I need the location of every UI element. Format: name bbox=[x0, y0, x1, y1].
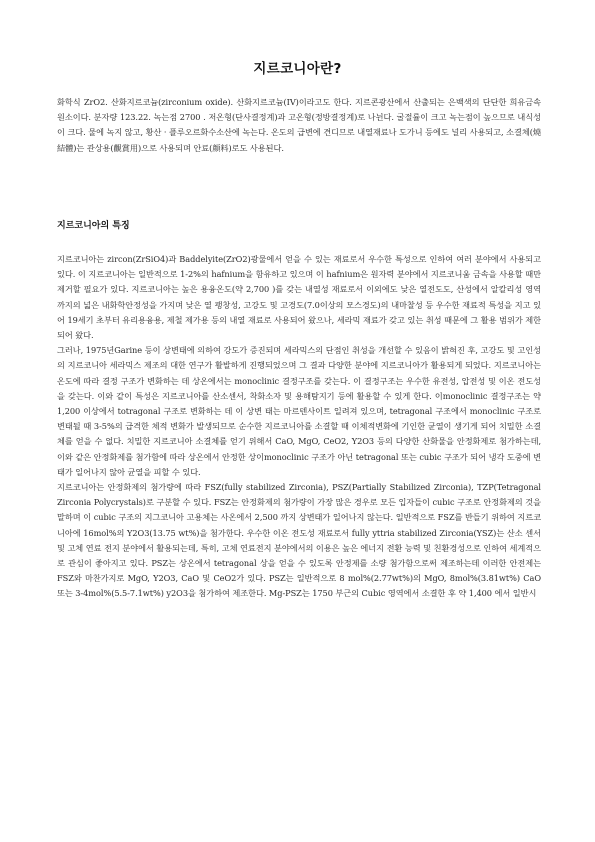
page-title: 지르코니아란? bbox=[253, 61, 342, 77]
section-body bbox=[57, 252, 541, 602]
intro-paragraph: 화학식 ZrO2. 산화지르코늄(zirconium oxide). 산화지르코늄(IV)이라고도 한다. 지르콘광산에서 산출되는 은백색의 단단한 희유금속 원소이다. 분자량 123.22. 녹는점 2700 . 저온형(단사결정계)과 고온형(정방결정계)로 나뉜다. 굴절률이 크고 녹는점이 높으므로 내식성이 크다. 물에 녹지 않고, 황산 · 플루오르화수소산에 녹는다. 온도의 급변에 견디므로 내열재료나 도가니 등에도 널리 사용되고, 소결체(燒結體)는 관상용(觀賞用)으로 사용되며 안료(顔料)로도 사용된다. bbox=[57, 97, 541, 153]
body-paragraph-2: 그러나, 1975년Garine 등이 상변태에 의하여 강도가 증진되며 세라믹스의 단점인 취성을 개선할 수 있음이 밝혀진 후, 고강도 및 고인성의 지르코니아 세라믹스 제조의 대한 연구가 활발하게 진행되었으며 그 결과 다양한 분야에 지르코니아가 활용되게 되었다. 지르코니아는 온도에 따라 결정 구조가 변화하는 데 상온에서는 monoclinic 결정구조를 갖는다. 이 결정구조는 우수한 유전성, 압전성 및 이온 전도성을 갖는다. 이와 같이 특성은 지르코니아를 산소센서, 착화소자 및 용해탐지기 등에 활용할 수 있게 한다. 이monoclinic 결정구조는 약 1,200 이상에서 totragonal 구조로 변화하는 데 이 상변 태는 마르텐사이트 일려져 있으며, tetragonal 구조에서 monoclinic 구조로 변태될 때 3-5%의 급격한 체적 변화가 발생되므로 순수한 지르코니아를 소결할 때 이체적변화에 기인한 균열이 생기게 되어 치밀한 소결체를 얻을 수 없다. 치밀한 지르코니아 소결체를 얻기 위해서 CaO, MgO, CeO2, Y2O3 등의 다양한 산화물을 안정화제로 첨가하는데, 이와 같은 안정화제를 첨가함에 따라 상온에서 안정한 상이monoclinic 구조가 아닌 tetragonal 또는 cubic 구조가 되어 냉각 도중에 변태가 일어나지 않아 균열을 피할 수 있다. bbox=[57, 345, 541, 477]
body-paragraph-1: 지르코니아는 zircon(ZrSiO4)과 Baddelyite(ZrO2)광물에서 얻을 수 있는 재료로서 우수한 특성으로 인하여 여러 분야에서 사용되고 있다. 이 지르코니아는 일반적으로 1-2%의 hafnium을 함유하고 있으며 이 hafnium은 원자력 분야에서 지르코니움 금속을 사용할 때만 제거할 필요가 있다. 지르코니아는 높은 용융온도(약 2,700 )를 갖는 내열성 재료로서 이외에도 낮은 열전도도, 산성에서 알칼리성 영역까지의 넓은 내화학안정성을 가지며 낮은 열 팽창성, 고강도 및 고경도(7.0이상의 모스경도)의 내마찰성 등 우수한 재료적 특성을 지고 있어 19세기 초부터 유리용융용, 제철 제가용 등의 내열 재료로 사용되어 왔으나, 세라믹 재료가 갖고 있는 취성 때문에 그 활용 범위가 제한되어 왔다. bbox=[57, 254, 541, 341]
section-heading: 지르코니아의 특징 bbox=[57, 221, 130, 231]
body-paragraph-3: 지르코니아는 안정화제의 첨가량에 따라 FSZ(fully stabilized Zirconia), PSZ(Partially Stabilized Zirconia), TZP(Tetragonal Zirconia Polycrystals)로 구분할 수 있다. FSZ는 안정화제의 첨가량이 가장 많은 경우로 모든 입자들이 cubic 구조로 안정화제의 것을 말하며 이 cubic 구조의 지그코니아 고용체는 사온에서 2,500 까지 상변태가 일어나지 않는다. 일반적으로 FSZ를 반들기 위하여 지르코니아에 16mol%의 Y2O3(13.75 wt%)을 첨가한다. 우수한 이온 전도성 재료로서 fully yttria stabilized Zirconia(YSZ)는 산소 센서 및 고체 연료 전지 분야에서 활용되는데, 특히, 고체 연료전지 분야에서의 이용은 높은 에너지 전환 능력 및 친환경성으로 인하여 세계적으로 관심이 좋아지고 있다. PSZ는 상온에서 tetragonal 상을 얻을 수 있도록 안정제를 소량 첨가함으로써 제조하는데 이러한 안전제는 FSZ와 마찬가지로 MgO, Y2O3, CaO 및 CeO2가 있다. PSZ는 일반적으로 8 mol%(2.77wt%)의 MgO, 8mol%(3.81wt%) CaO 또는 3-4mol%(5.5-7.1wt%) y2O3을 첨가하여 제조한다. Mg-PSZ는 1750 부근의 Cubic 영역에서 소결한 후 약 1,400 에서 일반시 bbox=[57, 482, 541, 599]
